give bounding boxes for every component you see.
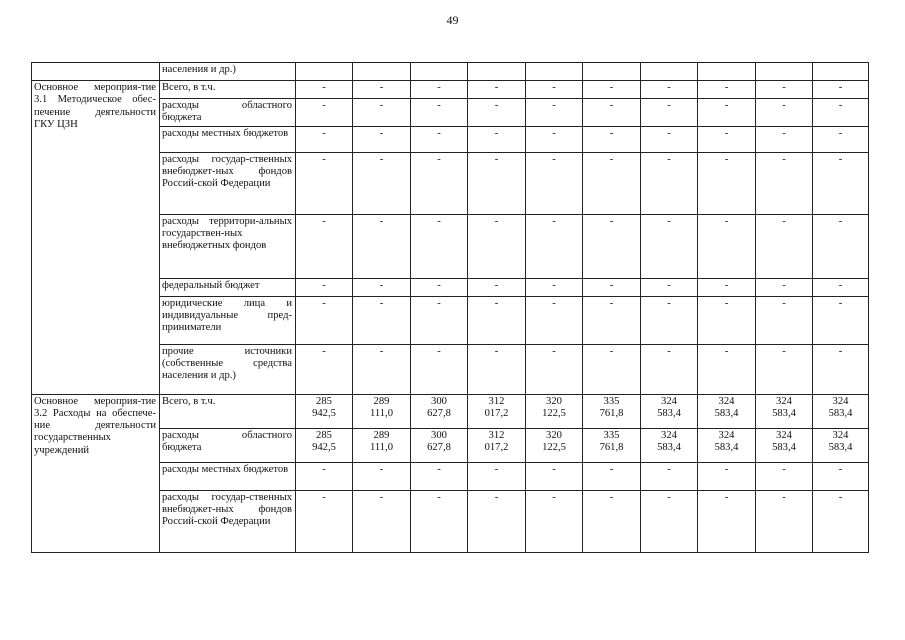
value-cell: - (756, 490, 813, 552)
value-cell (468, 428, 526, 462)
value-cell (411, 394, 468, 428)
value-cell: - (353, 81, 411, 99)
value-cell: - (583, 214, 641, 278)
value-cell: - (526, 490, 583, 552)
value-cell: - (411, 462, 468, 490)
value-cell (296, 428, 353, 462)
value-cell: - (583, 344, 641, 394)
value-part: 324 (776, 429, 792, 441)
value-cell (583, 428, 641, 462)
value-cell: - (468, 344, 526, 394)
value-cell: - (468, 214, 526, 278)
value-cell: - (698, 344, 756, 394)
value-part: 583,4 (714, 441, 739, 453)
value-cell (641, 428, 698, 462)
value-part: 324 (718, 395, 735, 407)
value-part: 583,4 (828, 407, 853, 419)
value-cell: - (468, 81, 526, 99)
value-cell: - (296, 462, 353, 490)
value-cell (583, 63, 641, 81)
value-cell: - (411, 126, 468, 152)
value-cell: - (756, 81, 813, 99)
value-cell: - (756, 344, 813, 394)
value-cell (526, 394, 583, 428)
value-part: 285 (316, 429, 332, 441)
value-cell: - (583, 99, 641, 127)
value-cell: - (526, 278, 583, 296)
funding-source-cell: расходы государ-ственных внебюджет-ных фондов Россий-ской Федерации (160, 152, 296, 214)
value-cell: - (756, 214, 813, 278)
value-cell: - (641, 126, 698, 152)
value-cell (353, 63, 411, 81)
funding-source-cell: расходы местных бюджетов (160, 126, 296, 152)
value-cell: - (468, 490, 526, 552)
value-cell: - (698, 214, 756, 278)
value-part: 942,5 (312, 407, 336, 419)
value-cell: - (641, 490, 698, 552)
page-number: 49 (446, 13, 459, 27)
funding-source-cell: Всего, в т.ч. (160, 394, 296, 428)
value-cell: - (641, 296, 698, 344)
value-part: 335 (603, 395, 620, 407)
value-cell (296, 394, 353, 428)
funding-source-cell: населения и др.) (160, 63, 296, 81)
value-cell: - (698, 490, 756, 552)
value-part: 111,0 (369, 441, 394, 453)
value-cell: - (411, 81, 468, 99)
value-cell: - (583, 152, 641, 214)
value-cell: - (353, 278, 411, 296)
value-cell: - (526, 344, 583, 394)
value-cell: - (641, 81, 698, 99)
value-cell: - (468, 152, 526, 214)
value-part: 627,8 (427, 441, 451, 453)
value-cell (583, 394, 641, 428)
value-part: 761,8 (599, 407, 624, 419)
value-cell: - (296, 214, 353, 278)
value-cell (468, 394, 526, 428)
value-cell: - (353, 152, 411, 214)
value-cell: - (353, 296, 411, 344)
value-cell: - (813, 214, 869, 278)
value-part: 583,4 (828, 441, 853, 453)
value-cell: - (756, 462, 813, 490)
value-part: 300 (431, 395, 447, 407)
value-cell (698, 63, 756, 81)
value-cell: - (411, 490, 468, 552)
value-part: 300 (431, 429, 447, 441)
value-cell: - (698, 126, 756, 152)
budget-table (31, 62, 869, 553)
value-cell: - (698, 296, 756, 344)
measure-cell: Основное мероприя-тие 3.1 Методическое обес-печение деятельности ГКУ ЦЗН (32, 81, 160, 395)
value-cell: - (353, 344, 411, 394)
value-part: 583,4 (772, 407, 796, 419)
value-cell: - (411, 214, 468, 278)
value-part: 583,4 (714, 407, 739, 419)
table-body (32, 63, 869, 553)
value-cell: - (353, 99, 411, 127)
value-cell (526, 428, 583, 462)
funding-source-cell: расходы территори-альных государствен-ных внебюджетных фондов (160, 214, 296, 278)
value-cell: - (813, 152, 869, 214)
value-cell (296, 63, 353, 81)
value-cell: - (411, 99, 468, 127)
value-cell: - (583, 296, 641, 344)
value-part: 583,4 (657, 441, 681, 453)
value-cell: - (813, 490, 869, 552)
value-cell: - (526, 214, 583, 278)
value-part: 285 (316, 395, 332, 407)
value-cell (641, 394, 698, 428)
value-cell: - (468, 462, 526, 490)
value-cell: - (468, 278, 526, 296)
funding-source-cell: федеральный бюджет (160, 278, 296, 296)
value-cell: - (526, 81, 583, 99)
value-part: 320 (546, 429, 562, 441)
value-cell: - (296, 344, 353, 394)
value-cell (698, 394, 756, 428)
value-cell: - (296, 99, 353, 127)
value-cell (756, 63, 813, 81)
value-cell: - (813, 99, 869, 127)
value-cell: - (526, 296, 583, 344)
value-part: 312 (488, 429, 505, 441)
funding-source-cell: расходы государ-ственных внебюджет-ных фондов Россий-ской Федерации (160, 490, 296, 552)
value-cell: - (296, 126, 353, 152)
value-part: 324 (776, 395, 792, 407)
value-cell: - (756, 296, 813, 344)
value-cell: - (813, 126, 869, 152)
value-part: 289 (373, 395, 390, 407)
value-cell: - (756, 152, 813, 214)
value-cell (641, 63, 698, 81)
value-part: 017,2 (484, 441, 509, 453)
value-cell: - (353, 126, 411, 152)
value-cell: - (813, 462, 869, 490)
value-cell (756, 428, 813, 462)
value-cell: - (756, 126, 813, 152)
value-cell: - (353, 462, 411, 490)
value-cell (526, 63, 583, 81)
value-cell: - (526, 152, 583, 214)
value-cell: - (698, 81, 756, 99)
value-cell: - (583, 490, 641, 552)
value-part: 122,5 (542, 441, 566, 453)
measure-cell: Основное мероприя-тие 3.2 Расходы на обеспече-ние деятельности государственных учреждений (32, 394, 160, 552)
value-cell (813, 394, 869, 428)
value-cell: - (296, 296, 353, 344)
value-cell: - (353, 214, 411, 278)
value-cell: - (583, 81, 641, 99)
table-row (32, 394, 869, 428)
value-cell (756, 394, 813, 428)
value-part: 122,5 (542, 407, 566, 419)
value-part: 583,4 (657, 407, 681, 419)
table-row (32, 81, 869, 99)
value-cell (411, 63, 468, 81)
funding-source-cell: Всего, в т.ч. (160, 81, 296, 99)
funding-source-cell: расходы местных бюджетов (160, 462, 296, 490)
value-cell (813, 63, 869, 81)
value-part: 583,4 (772, 441, 796, 453)
value-cell: - (698, 278, 756, 296)
value-cell: - (468, 126, 526, 152)
value-cell: - (526, 99, 583, 127)
value-cell: - (698, 462, 756, 490)
value-cell: - (641, 462, 698, 490)
value-cell: - (468, 99, 526, 127)
value-cell: - (813, 81, 869, 99)
value-cell: - (296, 152, 353, 214)
value-part: 320 (546, 395, 562, 407)
value-cell (353, 394, 411, 428)
value-cell: - (641, 152, 698, 214)
value-cell: - (468, 296, 526, 344)
value-cell: - (411, 344, 468, 394)
value-cell: - (641, 344, 698, 394)
value-cell (698, 428, 756, 462)
value-cell (813, 428, 869, 462)
value-cell: - (583, 126, 641, 152)
value-part: 111,0 (369, 407, 394, 419)
value-part: 324 (832, 395, 849, 407)
value-part: 289 (373, 429, 390, 441)
value-part: 324 (832, 429, 849, 441)
value-part: 761,8 (599, 441, 624, 453)
value-cell: - (641, 214, 698, 278)
value-cell: - (526, 126, 583, 152)
value-cell: - (296, 490, 353, 552)
value-cell (468, 63, 526, 81)
funding-source-cell: расходы областного бюджета (160, 428, 296, 462)
measure-cell (32, 63, 160, 81)
value-cell: - (583, 278, 641, 296)
value-part: 324 (661, 429, 677, 441)
funding-source-cell: расходы областного бюджета (160, 99, 296, 127)
funding-source-cell: прочие источники (собственные средства населения и др.) (160, 344, 296, 394)
value-cell: - (526, 462, 583, 490)
value-part: 335 (603, 429, 620, 441)
value-cell: - (813, 344, 869, 394)
value-cell: - (296, 81, 353, 99)
value-cell: - (698, 152, 756, 214)
value-part: 324 (661, 395, 677, 407)
value-cell: - (583, 462, 641, 490)
value-cell: - (641, 278, 698, 296)
value-cell: - (411, 278, 468, 296)
value-part: 312 (488, 395, 505, 407)
funding-source-cell: юридические лица и индивидуальные пред-приниматели (160, 296, 296, 344)
value-cell (353, 428, 411, 462)
value-cell: - (698, 99, 756, 127)
value-part: 627,8 (427, 407, 451, 419)
value-cell: - (296, 278, 353, 296)
value-part: 324 (718, 429, 735, 441)
value-cell: - (641, 99, 698, 127)
table-row (32, 63, 869, 81)
value-part: 942,5 (312, 441, 336, 453)
value-cell (411, 428, 468, 462)
value-cell: - (813, 296, 869, 344)
value-part: 017,2 (484, 407, 509, 419)
value-cell: - (756, 278, 813, 296)
value-cell: - (411, 152, 468, 214)
value-cell: - (353, 490, 411, 552)
value-cell: - (756, 99, 813, 127)
value-cell: - (411, 296, 468, 344)
value-cell: - (813, 278, 869, 296)
